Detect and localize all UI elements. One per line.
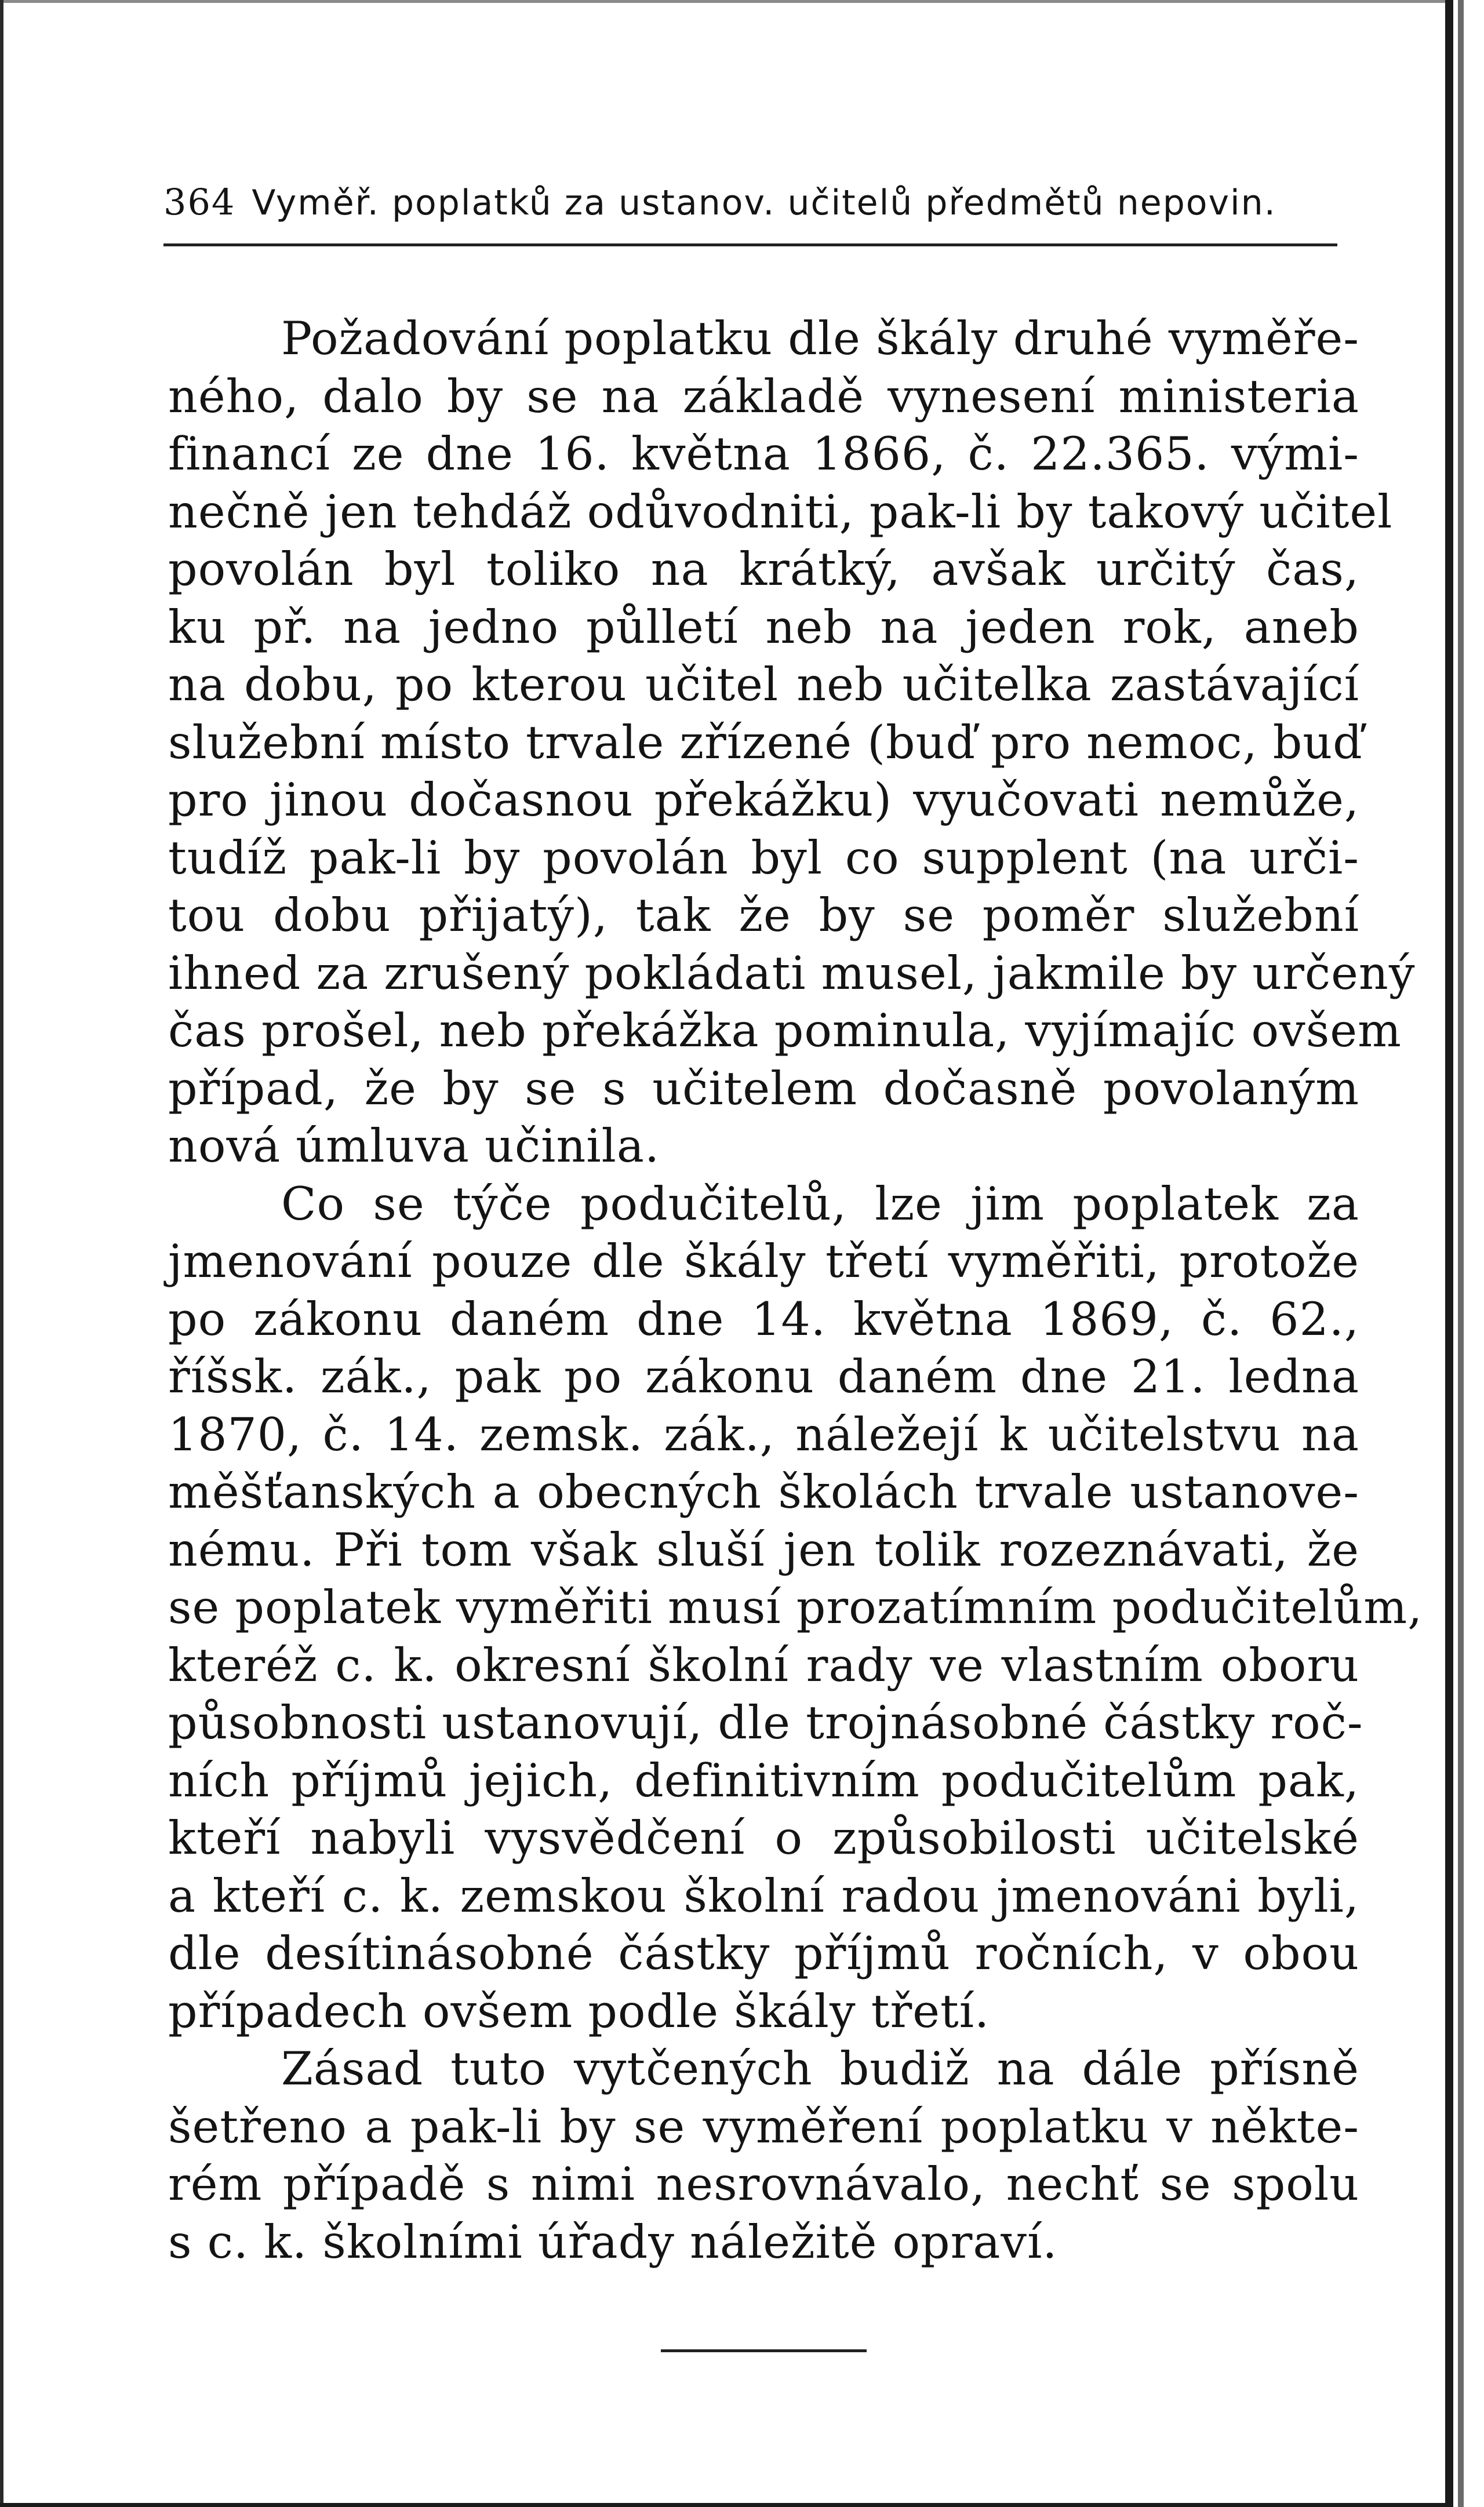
text-line: případ, že by se s učitelem dočasně povolaným — [168, 1061, 1359, 1115]
text-line: po zákonu daném dne 14. května 1869, č. 62., — [168, 1292, 1359, 1346]
header-rule — [163, 243, 1337, 246]
text-line: financí ze dne 16. května 1866, č. 22.365. vými- — [168, 427, 1359, 481]
page-edge-right — [1445, 0, 1484, 2507]
text-line: tudíž pak-li by povolán byl co supplent (na urči- — [168, 831, 1359, 885]
text-line: služební místo trvale zřízené (buď pro nemoc, buď — [168, 715, 1363, 769]
text-line: s c. k. školními úřady náležitě opraví. — [168, 2215, 1058, 2269]
text-line: dle desítinásobné částky příjmů ročních, v obou — [168, 1927, 1359, 1980]
text-line: šetřeno a pak-li by se vyměření poplatku v někte- — [168, 2100, 1359, 2153]
text-line: působnosti ustanovují, dle trojnásobné částky roč- — [168, 1696, 1363, 1749]
text-line: se poplatek vyměřiti musí prozatímním podučitelům, — [168, 1581, 1423, 1634]
end-rule — [661, 2349, 867, 2352]
text-line: na dobu, po kterou učitel neb učitelka zastávající — [168, 658, 1359, 711]
text-line: tou dobu přijatý), tak že by se poměr služební — [168, 889, 1359, 942]
page-number: 364 — [163, 181, 236, 223]
text-line: říšsk. zák., pak po zákonu daném dne 21. ledna — [168, 1350, 1359, 1403]
text-line: kteří nabyli vysvědčení o způsobilosti učitelské — [168, 1811, 1359, 1865]
body-text — [168, 310, 1423, 2271]
running-header — [163, 181, 1337, 223]
text-line: povolán byl toliko na krátký, avšak určitý čas, — [168, 543, 1359, 596]
text-line: ihned za zrušený pokládati musel, jakmile by určený — [168, 946, 1416, 1000]
text-line: měšťanských a obecných školách trvale ustanove- — [168, 1465, 1359, 1519]
paragraph-1 — [168, 310, 1416, 1176]
text-line: 1870, č. 14. zemsk. zák., náležejí k učitelstvu na — [168, 1407, 1359, 1461]
text-line: nému. Při tom však sluší jen tolik rozeznávati, že — [168, 1523, 1359, 1577]
page-edge-bottom — [0, 2503, 1445, 2507]
page-edge-right-shadow — [1458, 0, 1464, 2507]
text-line: a kteří c. k. zemskou školní radou jmenováni byli, — [168, 1869, 1359, 1923]
text-line: kteréž c. k. okresní školní rady ve vlastním oboru — [168, 1638, 1359, 1692]
text-line: ného, dalo by se na základě vynesení ministeria — [168, 369, 1359, 423]
paragraph-2 — [168, 1176, 1423, 2041]
text-line: rém případě s nimi nesrovnávalo, nechť se spolu — [168, 2157, 1359, 2211]
text-line: případech ovšem podle škály třetí. — [168, 1984, 990, 2038]
page-edge-left — [0, 0, 3, 2507]
text-line: ku př. na jedno půlletí neb na jeden rok, aneb — [168, 600, 1359, 654]
text-line: nečně jen tehdáž odůvodniti, pak-li by takový učitel — [168, 485, 1393, 538]
text-line: čas prošel, neb překážka pominula, vyjímajíc ovšem — [168, 1004, 1402, 1057]
text-line: Co se týče podučitelů, lze jim poplatek za — [281, 1177, 1359, 1231]
running-title: Vyměř. poplatků za ustanov. učitelů předmětů nepovin. — [252, 183, 1276, 223]
text-line: ních příjmů jejich, definitivním podučitelům pak, — [168, 1753, 1359, 1807]
text-line: Zásad tuto vytčených budiž na dále přísně — [281, 2042, 1359, 2095]
text-line: Požadování poplatku dle škály druhé vyměře- — [281, 312, 1359, 365]
text-line: nová úmluva učinila. — [168, 1119, 660, 1173]
text-line: jmenování pouze dle škály třetí vyměřiti, protože — [168, 1235, 1359, 1288]
paragraph-3 — [168, 2040, 1359, 2271]
page-edge-top — [0, 0, 1484, 3]
text-line: pro jinou dočasnou překážku) vyučovati nemůže, — [168, 773, 1359, 827]
